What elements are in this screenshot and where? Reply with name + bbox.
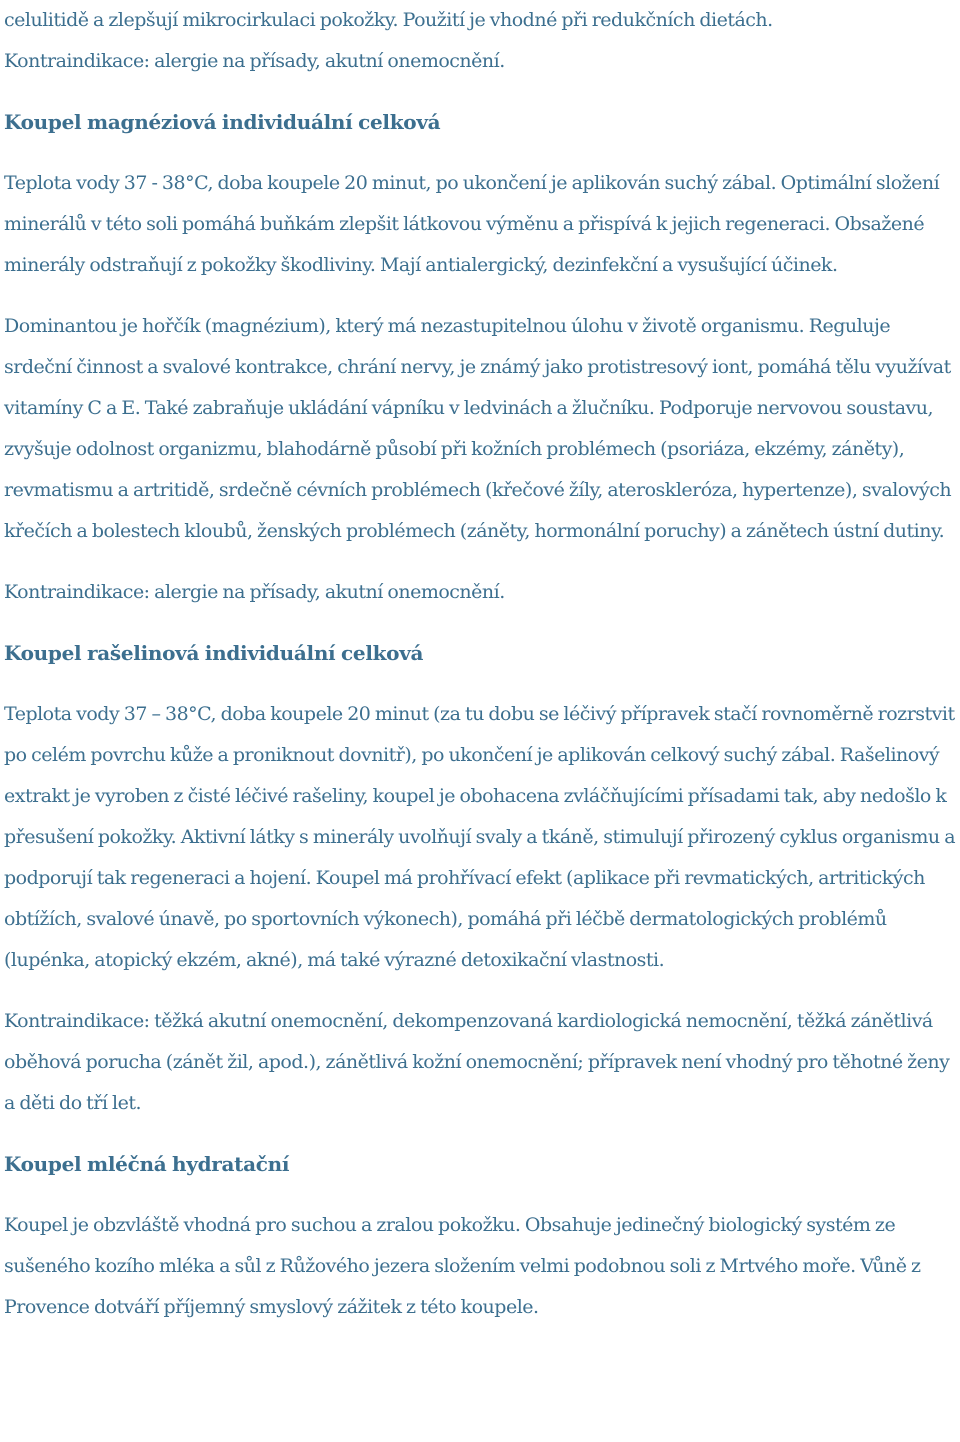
- document-body: [4, 0, 956, 1328]
- heading-peat-bath: Koupel rašelinová individuální celková: [4, 641, 424, 665]
- intro-contraindications: Kontraindikace: alergie na přísady, akutní onemocnění.: [4, 50, 505, 72]
- magnesium-contraindications: Kontraindikace: alergie na přísady, akutní onemocnění.: [4, 581, 505, 603]
- milk-paragraph-1: Koupel je obzvláště vhodná pro suchou a zralou pokožku. Obsahuje jedinečný biologický systém ze sušeného kozího mléka a sůl z Růžového jezera složením velmi podobnou soli z Mrtvého moře. Vůně z Provence dotváří příjemný smyslový zážitek z této koupele.: [4, 1214, 921, 1318]
- magnesium-paragraph-2: Dominantou je hořčík (magnézium), který má nezastupitelnou úlohu v životě organismu. Reguluje srdeční činnost a svalové kontrakce, chrání nervy, je známý jako protistresový iont, pomáhá tělu využívat vitamíny C a E. Také zabraňuje ukládání vápníku v ledvinách a žlučníku. Podporuje nervovou soustavu, zvyšuje odolnost organizmu, blahodárně působí při kožních problémech (psoriáza, ekzémy, záněty), revmatismu a artritidě, srdečně cévních problémech (křečové žíly, ateroskleróza, hypertenze), svalových křečích a bolestech kloubů, ženských problémech (záněty, hormonální poruchy) a zánětech ústní dutiny.: [4, 315, 952, 542]
- heading-milk-bath: Koupel mléčná hydratační: [4, 1152, 290, 1176]
- intro-line-1: celulitidě a zlepšují mikrocirkulaci pokožky. Použití je vhodné při redukčních dietách.: [4, 9, 773, 31]
- peat-contraindications: Kontraindikace: těžká akutní onemocnění, dekompenzovaná kardiologická nemocnění, těžká zánětlivá oběhová porucha (zánět žil, apod.), zánětlivá kožní onemocnění; přípravek není vhodný pro těhotné ženy a děti do tří let.: [4, 1010, 950, 1114]
- peat-paragraph-1: Teplota vody 37 – 38°C, doba koupele 20 minut (za tu dobu se léčivý přípravek stačí rovnoměrně rozrstvit po celém povrchu kůže a proniknout dovnitř), po ukončení je aplikován celkový suchý zábal. Rašelinový extrakt je vyroben z čisté léčivé rašeliny, koupel je obohacena zvláčňujícími přísadami tak, aby nedošlo k přesušení pokožky. Aktivní látky s minerály uvolňují svaly a tkáně, stimulují přirozený cyklus organismu a podporují tak regeneraci a hojení. Koupel má prohřívací efekt (aplikace při revmatických, artritických obtížích, svalové únavě, po sportovních výkonech), pomáhá při léčbě dermatologických problémů (lupénka, atopický ekzém, akné), má také výrazné detoxikační vlastnosti.: [4, 703, 956, 971]
- heading-magnesium-bath: Koupel magnéziová individuální celková: [4, 110, 441, 134]
- magnesium-paragraph-1: Teplota vody 37 - 38°C, doba koupele 20 minut, po ukončení je aplikován suchý zábal. Optimální složení minerálů v této soli pomáhá buňkám zlepšit látkovou výměnu a přispívá k jejich regeneraci. Obsažené minerály odstraňují z pokožky škodliviny. Mají antialergický, dezinfekční a vysušující účinek.: [4, 172, 940, 276]
